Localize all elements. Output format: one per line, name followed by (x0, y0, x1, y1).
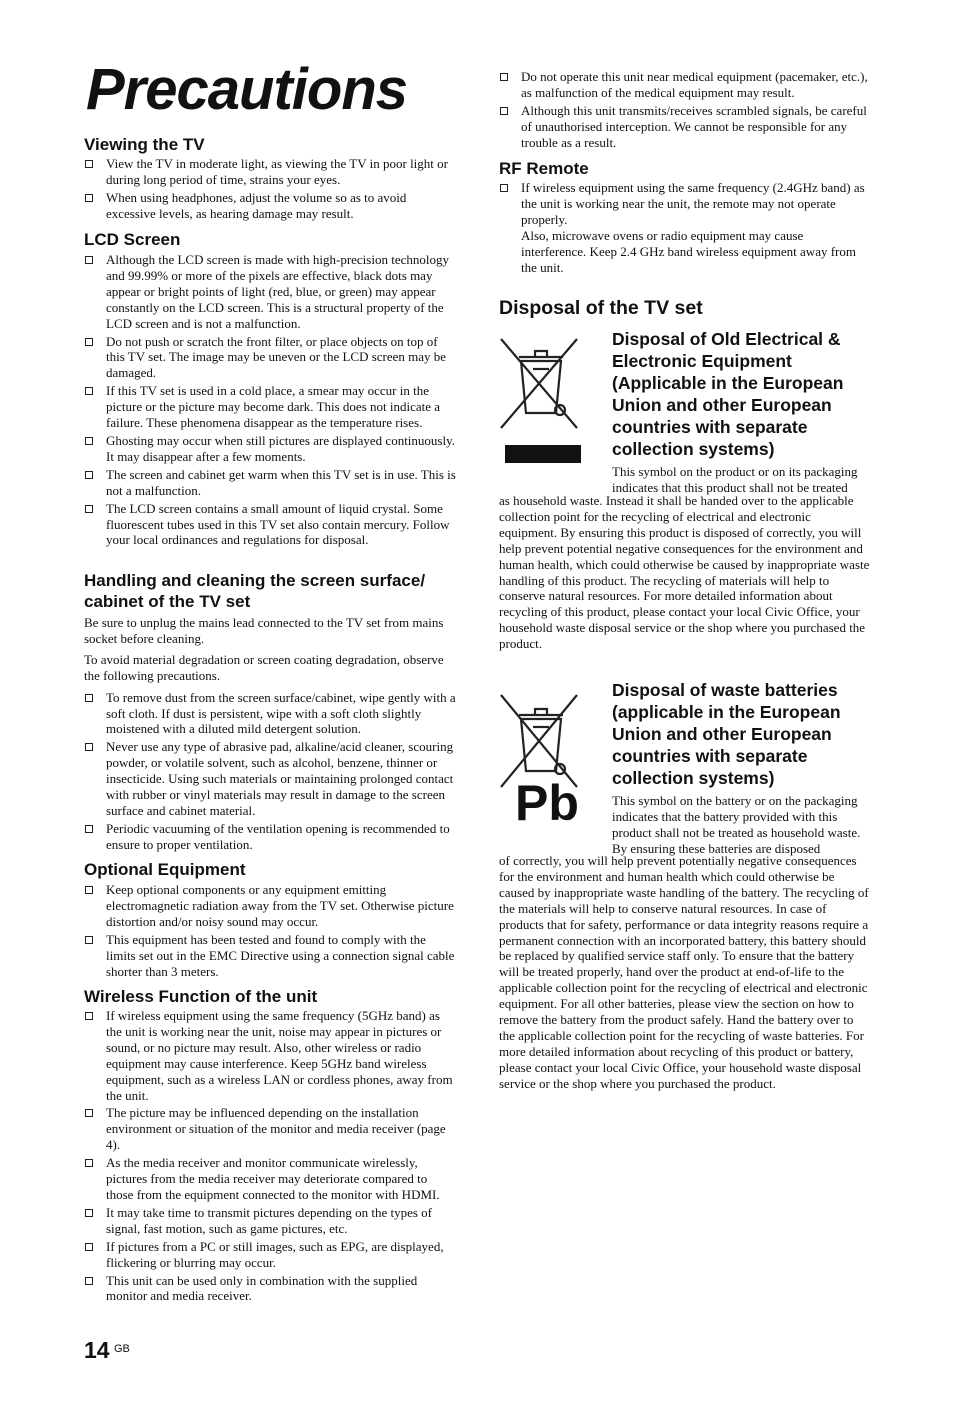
bullet-list (84, 252, 456, 548)
list-item: The LCD screen contains a small amount of liquid crystal. Some fluorescent tubes used in this TV set also contain mercury. Follow your local ordinances and regulations for disposal. (84, 501, 456, 549)
checkbox-bullet-icon (85, 256, 93, 264)
checkbox-bullet-icon (85, 694, 93, 702)
list-item: View the TV in moderate light, as viewing the TV in poor light or during long period of time, strains your eyes. (84, 156, 456, 188)
checkbox-bullet-icon (500, 73, 508, 81)
battery-block (612, 679, 871, 857)
section-heading: RF Remote (499, 159, 589, 178)
list-item: Periodic vacuuming of the ventilation opening is recommended to ensure to proper ventilation. (84, 821, 456, 853)
section-wireless (84, 987, 456, 1306)
list-item: Never use any type of abrasive pad, alkaline/acid cleaner, scouring powder, or volatile solvent, such as alcohol, benzene, thinner or insecticide. Using such materials or maintaining prolonged contact with rubber or vinyl materials may result in damage to the screen surface and cabinet material. (84, 739, 456, 819)
list-item: If pictures from a PC or still images, such as EPG, are displayed, flickering or blurring may occur. (84, 1239, 456, 1271)
section-heading: LCD Screen (84, 230, 181, 249)
checkbox-bullet-icon (85, 825, 93, 833)
section-wireless-continued (499, 69, 871, 153)
checkbox-bullet-icon (500, 184, 508, 192)
section-handling (84, 570, 456, 855)
section-viewing (84, 135, 456, 224)
checkbox-bullet-icon (85, 886, 93, 894)
checkbox-bullet-icon (85, 471, 93, 479)
page-number: 14 (84, 1337, 110, 1363)
list-item: When using headphones, adjust the volume so as to avoid excessive levels, as hearing damage may result. (84, 190, 456, 222)
checkbox-bullet-icon (85, 1277, 93, 1285)
bullet-list (84, 690, 456, 853)
list-item: The screen and cabinet get warm when this TV set is in use. This is not a malfunction. (84, 467, 456, 499)
paragraph: as household waste. Instead it shall be handed over to the applicable collection point for the recycling of electrical and electronic equipment. By ensuring this product is disposed of correctly, you will help prevent potential negative consequences for the environment and human health, which could otherwise be caused by inappropriate waste handling of this product. The recycling of materials will help to conserve natural resources. For more detailed information about recycling of this product, please contact your local Civic Office, your household waste disposal service or the shop where you purchased the product. (499, 493, 870, 652)
bullet-list (84, 1008, 456, 1304)
list-item: Do not push or scratch the front filter, or place objects on top of this TV set. The image may be uneven or the LCD screen may be damaged. (84, 334, 456, 382)
list-item: The picture may be influenced depending on the installation environment or situation of the monitor and media receiver (page 4). (84, 1105, 456, 1153)
checkbox-bullet-icon (85, 743, 93, 751)
checkbox-bullet-icon (85, 437, 93, 445)
paragraph: Be sure to unplug the mains lead connected to the TV set from mains socket before cleaning. (84, 615, 444, 646)
list-item: Do not operate this unit near medical equipment (pacemaker, etc.), as malfunction of the medical equipment may result. (499, 69, 871, 101)
section-heading: Viewing the TV (84, 135, 205, 154)
checkbox-bullet-icon (85, 338, 93, 346)
section-optional (84, 860, 456, 981)
list-item: Ghosting may occur when still pictures are displayed continuously. It may disappear after a few moments. (84, 433, 456, 465)
checkbox-bullet-icon (85, 387, 93, 395)
checkbox-bullet-icon (85, 1243, 93, 1251)
list-item: As the media receiver and monitor communicate wirelessly, pictures from the media receiver may deteriorate compared to those from the equipment connected to the monitor with HDMI. (84, 1155, 456, 1203)
list-item: Although this unit transmits/receives scrambled signals, be careful of unauthorised interception. We cannot be responsible for any trouble as a result. (499, 103, 871, 151)
checkbox-bullet-icon (85, 505, 93, 513)
checkbox-bullet-icon (85, 1109, 93, 1117)
pb-chemical-symbol: Pb (515, 775, 579, 831)
checkbox-bullet-icon (85, 160, 93, 168)
checkbox-bullet-icon (85, 1159, 93, 1167)
paragraph: To avoid material degradation or screen coating degradation, observe the following precautions. (84, 651, 444, 683)
list-item: If wireless equipment using the same frequency (5GHz band) as the unit is working near the unit, noise may appear in pictures or sound, or no picture may result. Also, other wireless or radio equipment may cause interference. Keep 5GHz band wireless equipment, such as a wireless LAN or cordless phones, away from the unit. (84, 1008, 456, 1103)
page-suffix: GB (114, 1343, 130, 1355)
list-item: Although the LCD screen is made with high-precision technology and 99.99% or more of the pixels are effective, black dots may appear or bright points of light (red, blue, or green) may appear constantly on the LCD screen. This is a structural property of the LCD screen and is not a malfunction. (84, 252, 456, 332)
checkbox-bullet-icon (85, 1209, 93, 1217)
checkbox-bullet-icon (85, 194, 93, 202)
section-heading: Optional Equipment (84, 860, 246, 879)
paragraph: This symbol on the product or on its packaging indicates that this product shall not be treated (612, 464, 858, 495)
paragraph: of correctly, you will help prevent potentially negative consequences for the environment and human health which could otherwise be caused by inappropriate waste handling of the battery. The recycling of the materials will help to conserve natural resources. In case of products that for safety, performance or data integrity reasons require a permanent connection with an incorporated battery, this battery should be replaced by qualified service staff only. To ensure that the battery will be treated properly, hand over the product at end-of-life to the applicable collection point for the recycling of electrical and electronic equipment. For all other batteries, please view the section on how to remove the battery from the product safely. Hand the battery over to the applicable collection point for the recycling of waste batteries. For more detailed information about recycling of this product or battery, please contact your local Civic Office, your household waste disposal service or the shop where you purchased the product. (499, 853, 869, 1091)
list-item: If this TV set is used in a cold place, a smear may occur in the picture or the picture may become dark. This does not indicate a failure. These phenomena disappear as the temperature rises. (84, 383, 456, 431)
page-title: Precautions (86, 57, 407, 122)
bullet-list (499, 69, 871, 151)
weee-block (612, 328, 871, 496)
crossed-out-wheelie-bin-icon (499, 333, 583, 467)
bullet-list (84, 882, 456, 979)
list-item: It may take time to transmit pictures depending on the types of signal, fast motion, such as game pictures, etc. (84, 1205, 456, 1237)
list-item: This equipment has been tested and found to comply with the limits set out in the EMC Directive using a connection signal cable shorter than 3 meters. (84, 932, 456, 980)
paragraph: This symbol on the battery or on the packaging indicates that the battery provided with this product shall not be treated as household waste. By ensuring these batteries are disposed (612, 793, 861, 856)
list-item: If wireless equipment using the same frequency (2.4GHz band) as the unit is working near the unit, the remote may not operate properly. Also, microwave ovens or radio equipment may cause interference. Keep 2.4 GHz band wireless equipment away from the unit. (499, 180, 871, 275)
list-item: To remove dust from the screen surface/cabinet, wipe gently with a soft cloth. If dust is persistent, wipe with a soft cloth slightly moistened with a diluted mild detergent solution. (84, 690, 456, 738)
checkbox-bullet-icon (85, 936, 93, 944)
weee-heading: Disposal of Old Electrical & Electronic Equipment (Applicable in the European Union and other European countries with separate collection systems) (612, 329, 844, 459)
disposal-heading: Disposal of the TV set (499, 297, 703, 319)
list-item: This unit can be used only in combination with the supplied monitor and media receiver. (84, 1273, 456, 1305)
checkbox-bullet-icon (85, 1012, 93, 1020)
section-heading: Handling and cleaning the screen surface/ cabinet of the TV set (84, 571, 426, 611)
section-lcd (84, 230, 456, 550)
bullet-list (499, 180, 871, 275)
section-rf-remote (499, 159, 871, 277)
bullet-list (84, 156, 456, 222)
list-item: Keep optional components or any equipment emitting electromagnetic radiation away from the TV set. Otherwise picture distortion and/or noisy sound may occur. (84, 882, 456, 930)
checkbox-bullet-icon (500, 107, 508, 115)
section-heading: Wireless Function of the unit (84, 987, 318, 1006)
battery-heading: Disposal of waste batteries (applicable in the European Union and other European countries with separate collection systems) (612, 680, 841, 788)
